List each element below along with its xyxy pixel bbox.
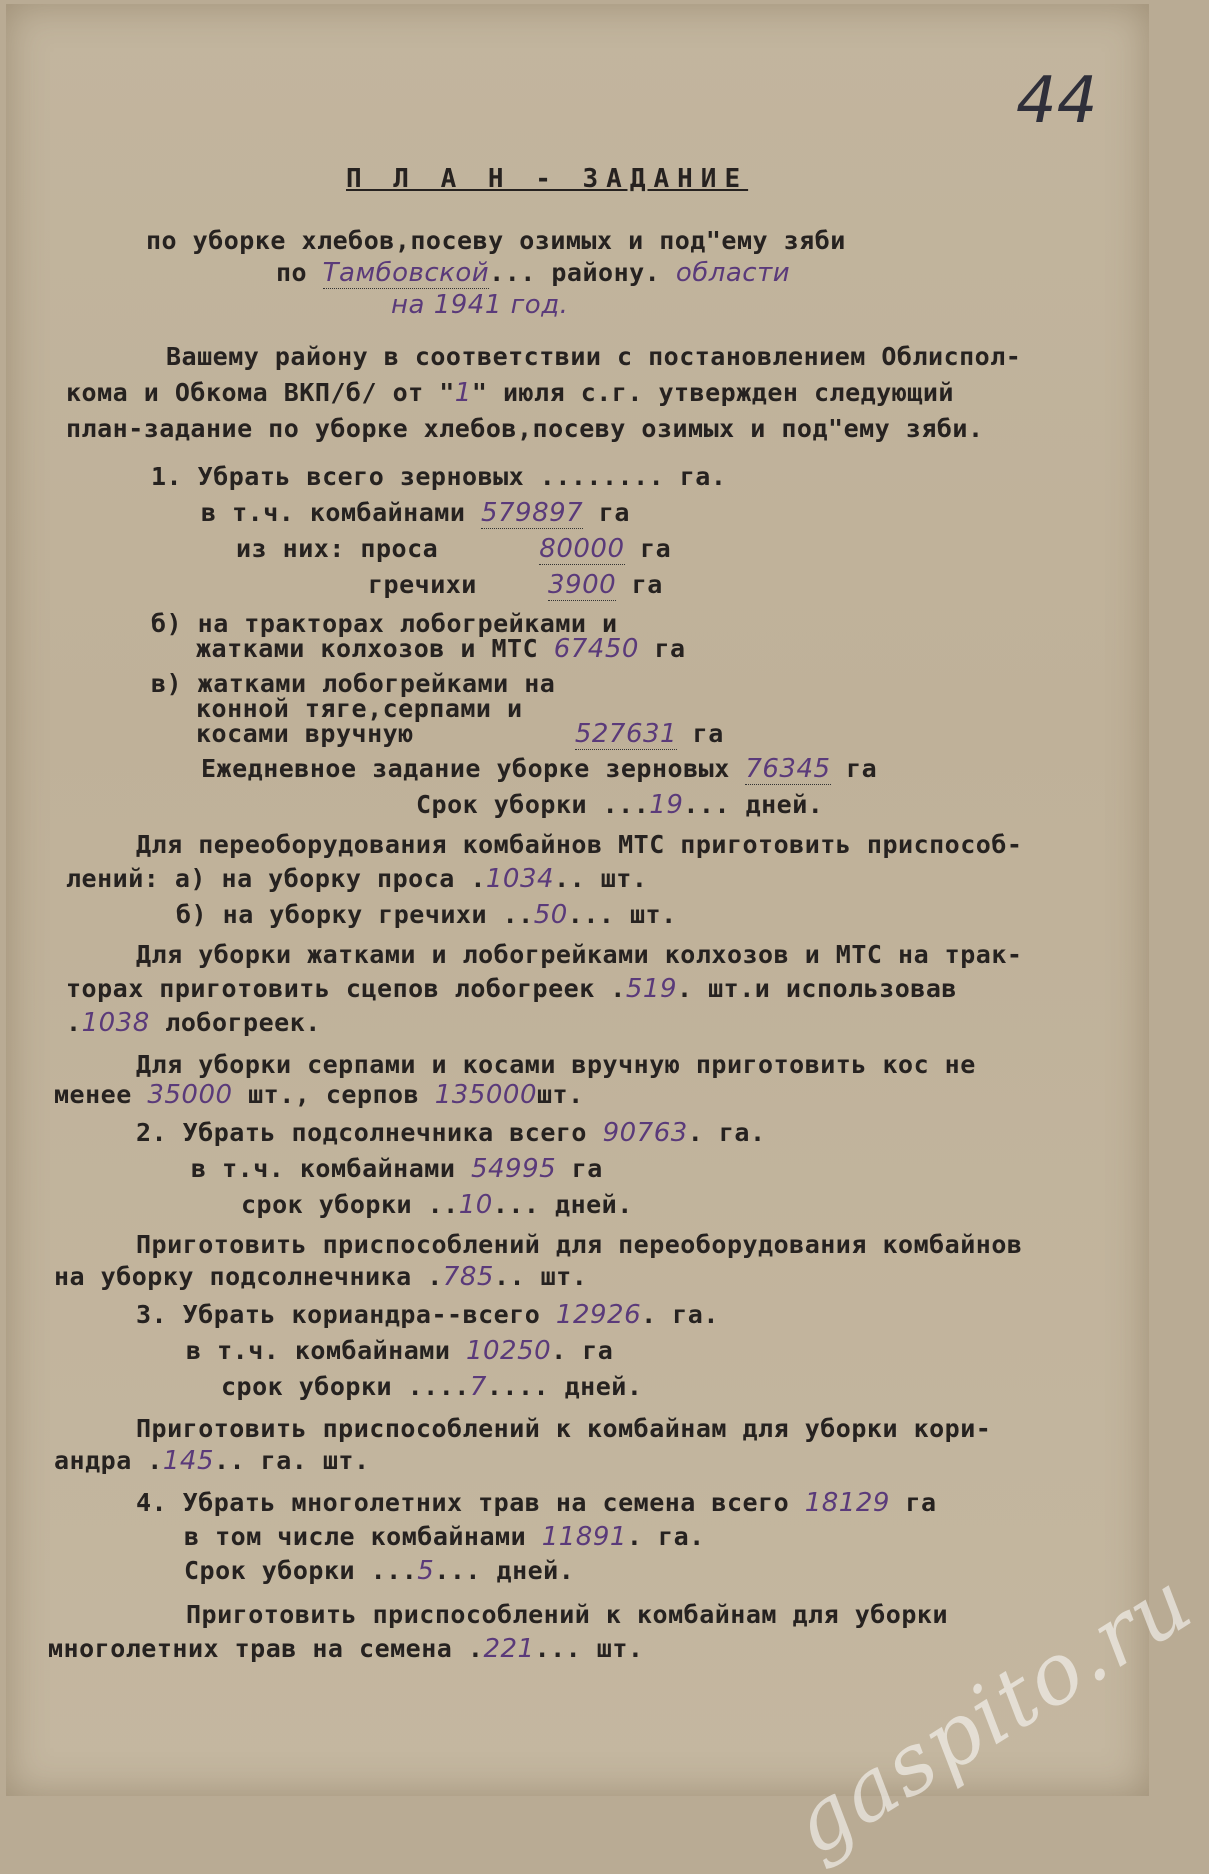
manual-line-2 [54, 1080, 584, 1110]
s4-term-suffix: ... дней. [434, 1556, 575, 1585]
s3-l1-suffix: . га. [641, 1300, 719, 1329]
s2-conv-label: на уборку подсолнечника . [54, 1262, 443, 1291]
daily-task [201, 754, 877, 784]
manual-l2-label: менее [54, 1080, 132, 1109]
s4-l2-suffix: . га. [626, 1522, 705, 1551]
subtitle-line-1: по уборке хлебов,посеву озимых и под"ему зяби [146, 226, 846, 255]
subtitle-line-2 [276, 258, 790, 288]
s2-l2-label: в т.ч. комбайнами [191, 1154, 456, 1183]
conv-l3-suffix: ... шт. [567, 900, 677, 929]
intro-line-1: Вашему району в соответствии с постановлением Облиспол- [166, 342, 1022, 371]
s1v-line-3 [196, 719, 724, 749]
s4-conv-value: 221 [483, 1634, 535, 1664]
s1-l4-label: гречихи [368, 570, 477, 599]
reap-l3-suffix: лобогреек. [149, 1008, 321, 1037]
s2-l1-suffix: . га. [687, 1118, 766, 1147]
conv-l3-label: б) на уборку гречихи .. [176, 900, 534, 929]
s1-line-1: 1. Убрать всего зерновых ........ га. [151, 462, 727, 491]
s1v-line-2: конной тяге,серпами и [196, 694, 523, 723]
s1-millet-value: 80000 [539, 534, 625, 564]
s4-term [184, 1556, 574, 1586]
s1v-value: 527631 [574, 719, 678, 749]
s1b-unit: га [654, 634, 686, 663]
manual-l2-suffix: шт. [537, 1080, 584, 1109]
reap-line-2 [66, 974, 957, 1004]
reap-line-3 [66, 1008, 321, 1038]
s4-combine-value: 11891 [541, 1522, 627, 1552]
s3-conv-label: андра . [54, 1446, 163, 1475]
s2-term [241, 1190, 633, 1220]
subtitle-prefix: по [276, 258, 308, 287]
reap-line-1: Для уборки жатками и лобогрейками колхозов и МТС на трак- [136, 940, 1023, 969]
conv-line-3 [176, 900, 677, 930]
s4-conv-suffix: ... шт. [534, 1634, 644, 1663]
s2-line-2 [191, 1154, 603, 1184]
s2-total-value: 90763 [602, 1118, 688, 1148]
s4-l2-label: в том числе комбайнами [184, 1522, 527, 1551]
s4-conv-label: многолетних трав на семена . [48, 1634, 484, 1663]
intro-line-3: план-задание по уборке хлебов,посеву озимых и под"ему зяби. [66, 414, 984, 443]
term1-suffix: ... дней. [683, 790, 824, 819]
reap-l2-label: торах приготовить сцепов лобогреек . [66, 974, 626, 1003]
manual-l2-mid: шт., серпов [232, 1080, 420, 1109]
s2-l1-label: 2. Убрать подсолнечника всего [136, 1118, 587, 1147]
s1-line-4 [368, 570, 663, 600]
manual-scythes-value: 35000 [147, 1080, 233, 1110]
s2-l2-suffix: га [556, 1154, 603, 1183]
watermark: gaspito.ru [774, 1551, 1209, 1874]
s3-conv-suffix: .. га. шт. [214, 1446, 370, 1475]
doc-title: П Л А Н - ЗАДАНИЕ [346, 164, 749, 194]
daily-value: 76345 [745, 754, 831, 784]
intro-line-2 [66, 378, 954, 408]
s3-conv-line-2 [54, 1446, 370, 1476]
intro-text-a: кома и Обкома ВКП/б/ от " [66, 378, 455, 407]
s2-conv-line-1: Приготовить приспособлений для переоборудования комбайнов [136, 1230, 1023, 1259]
s1b-value: 67450 [553, 634, 639, 664]
s3-term-value: 7 [469, 1372, 487, 1402]
district-name: Тамбовской [322, 258, 490, 288]
conv-line-1: Для переоборудования комбайнов МТС приготовить приспособ- [136, 830, 1023, 859]
reap-used-value: 1038 [81, 1008, 150, 1038]
s3-l2-suffix: . га [551, 1336, 614, 1365]
conv-l2-suffix: .. шт. [554, 864, 648, 893]
s2-line-1 [136, 1118, 766, 1148]
s1v-label: косами вручную [196, 719, 414, 748]
subtitle-suffix: ... району. [489, 258, 661, 287]
conv-buckwheat-value: 50 [533, 900, 568, 930]
s1b-line-2 [196, 634, 686, 664]
term1-label: Срок уборки ... [416, 790, 650, 819]
conv-l2-label: лений: а) на уборку проса . [66, 864, 486, 893]
s1-l2-label: в т.ч. комбайнами [201, 498, 466, 527]
s1-l3-label: из них: проса [236, 534, 439, 563]
s4-conv-line-1: Приготовить приспособлений к комбайнам для уборки [186, 1600, 949, 1629]
conv-millet-value: 1034 [485, 864, 555, 894]
region-word: области [675, 258, 791, 288]
s2-combine-value: 54995 [470, 1154, 557, 1184]
s1v-line-1: в) жатками лобогрейками на [151, 669, 556, 698]
manual-line-1: Для уборки серпами и косами вручную приготовить кос не [136, 1050, 976, 1079]
s2-term-value: 10 [458, 1190, 493, 1220]
archive-page-number: 44 [1016, 64, 1098, 138]
reap-l3-prefix: . [66, 1008, 82, 1037]
daily-unit: га [846, 754, 878, 783]
s1-l2-unit: га [598, 498, 630, 527]
s4-term-value: 5 [417, 1556, 435, 1586]
reap-l2-suffix: . шт.и использовав [677, 974, 957, 1003]
s1-combine-value: 579897 [480, 498, 584, 528]
s4-total-value: 18129 [804, 1488, 890, 1518]
s3-total-value: 12926 [555, 1300, 642, 1330]
s4-line-2 [184, 1522, 705, 1552]
s3-l2-label: в т.ч. комбайнами [186, 1336, 451, 1365]
year-note: на 1941 год. [391, 290, 569, 320]
s4-term-label: Срок уборки ... [184, 1556, 418, 1585]
s1-l3-unit: га [640, 534, 672, 563]
s4-line-1 [136, 1488, 937, 1518]
s4-conv-line-2 [48, 1634, 643, 1664]
s1v-unit: га [692, 719, 724, 748]
s3-conv-line-1: Приготовить приспособлений к комбайнам для уборки кори- [136, 1414, 992, 1443]
s1-line-3 [236, 534, 671, 564]
s3-conv-value: 145 [162, 1446, 214, 1476]
reap-couplings-value: 519 [625, 974, 677, 1004]
s4-l1-suffix: га [889, 1488, 937, 1517]
s2-conv-suffix: .. шт. [493, 1262, 588, 1291]
term1-value: 19 [649, 790, 684, 820]
s2-term-suffix: ... дней. [492, 1190, 633, 1219]
s3-term-label: срок уборки .... [221, 1372, 470, 1401]
s1-line-2 [201, 498, 630, 528]
s1-l4-unit: га [631, 570, 663, 599]
s3-term-suffix: .... дней. [486, 1372, 643, 1401]
intro-day: 1 [454, 378, 472, 408]
term-1 [416, 790, 823, 820]
s3-term [221, 1372, 642, 1402]
s1b-label: жатками колхозов и МТС [196, 634, 539, 663]
conv-line-2 [66, 864, 647, 894]
s2-term-label: срок уборки .. [241, 1190, 459, 1219]
s3-l1-label: 3. Убрать кориандра--всего [136, 1300, 541, 1329]
s2-conv-line-2 [54, 1262, 587, 1292]
s1-buckwheat-value: 3900 [547, 570, 617, 600]
s1b-line-1: б) на тракторах лобогрейками и [151, 609, 618, 638]
s3-line-2 [186, 1336, 613, 1366]
daily-label: Ежедневное задание уборке зерновых [201, 754, 730, 783]
manual-sickles-value: 135000 [434, 1080, 537, 1110]
s2-conv-value: 785 [442, 1262, 494, 1292]
s4-l1-label: 4. Убрать многолетних трав на семена всего [136, 1488, 790, 1517]
intro-text-b: " июля с.г. утвержден следующий [471, 378, 954, 407]
document-sheet [6, 4, 1209, 1874]
s3-line-1 [136, 1300, 719, 1330]
s3-combine-value: 10250 [465, 1336, 552, 1366]
